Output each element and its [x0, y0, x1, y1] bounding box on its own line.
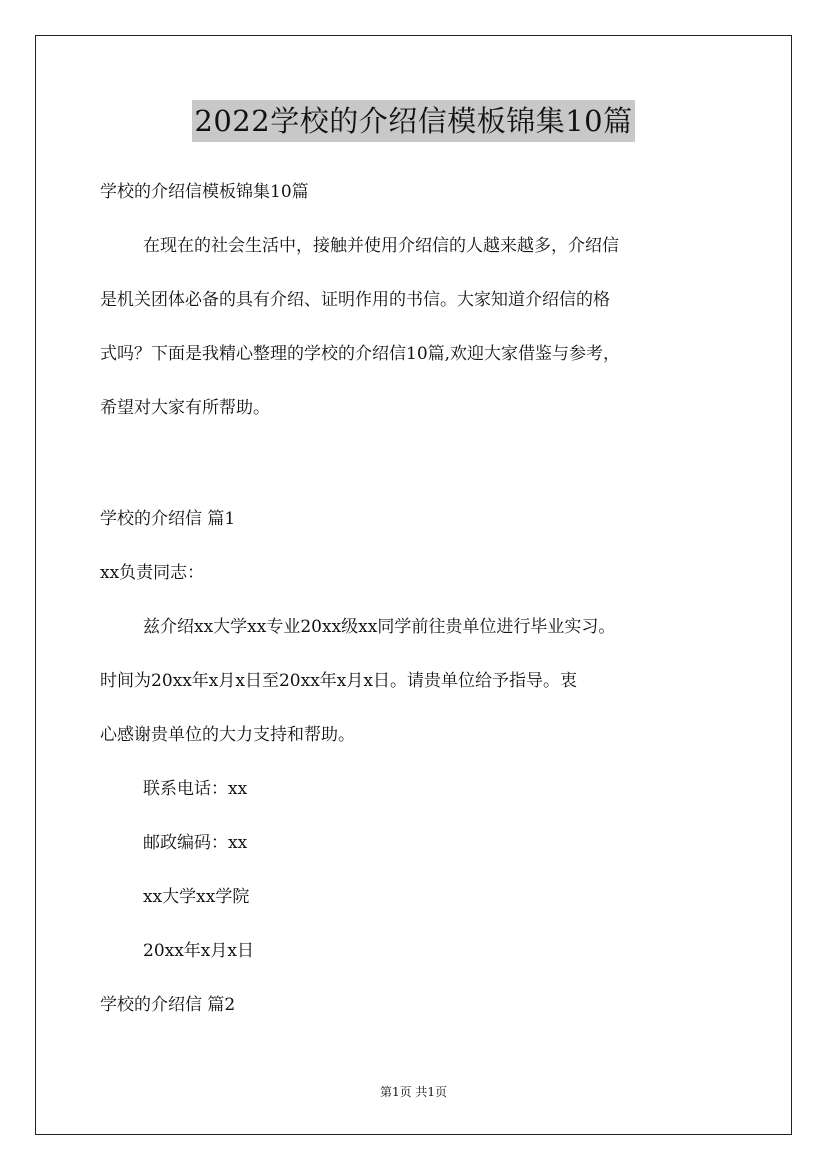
- body-line-2: 时间为20xx年x月x日至20xx年x月x日。请贵单位给予指导。衷: [100, 671, 577, 691]
- intro-line-3: 式吗？下面是我精心整理的学校的介绍信10篇,欢迎大家借鉴与参考，: [100, 344, 621, 364]
- postal-code: 邮政编码：xx: [143, 833, 248, 853]
- body-line-3: 心感谢贵单位的大力支持和帮助。: [100, 725, 355, 745]
- section-heading-2: 学校的介绍信 篇2: [100, 995, 236, 1015]
- intro-line-1: 在现在的社会生活中，接触并使用介绍信的人越来越多，介绍信: [143, 236, 619, 256]
- body-line-1: 兹介绍xx大学xx专业20xx级xx同学前往贵单位进行毕业实习。: [143, 617, 616, 637]
- document-title: 2022学校的介绍信模板锦集10篇: [192, 100, 634, 142]
- signature-org: xx大学xx学院: [143, 887, 250, 907]
- contact-phone: 联系电话：xx: [143, 779, 248, 799]
- page-footer: 第1页 共1页: [379, 1085, 448, 1099]
- salutation: xx负责同志：: [100, 563, 205, 583]
- signature-date: 20xx年x月x日: [143, 941, 254, 961]
- document-subtitle: 学校的介绍信模板锦集10篇: [100, 182, 309, 202]
- section-heading-1: 学校的介绍信 篇1: [100, 509, 236, 529]
- intro-line-2: 是机关团体必备的具有介绍、证明作用的书信。大家知道介绍信的格: [100, 290, 610, 310]
- intro-line-4: 希望对大家有所帮助。: [100, 398, 270, 418]
- document-title-container: [0, 100, 827, 142]
